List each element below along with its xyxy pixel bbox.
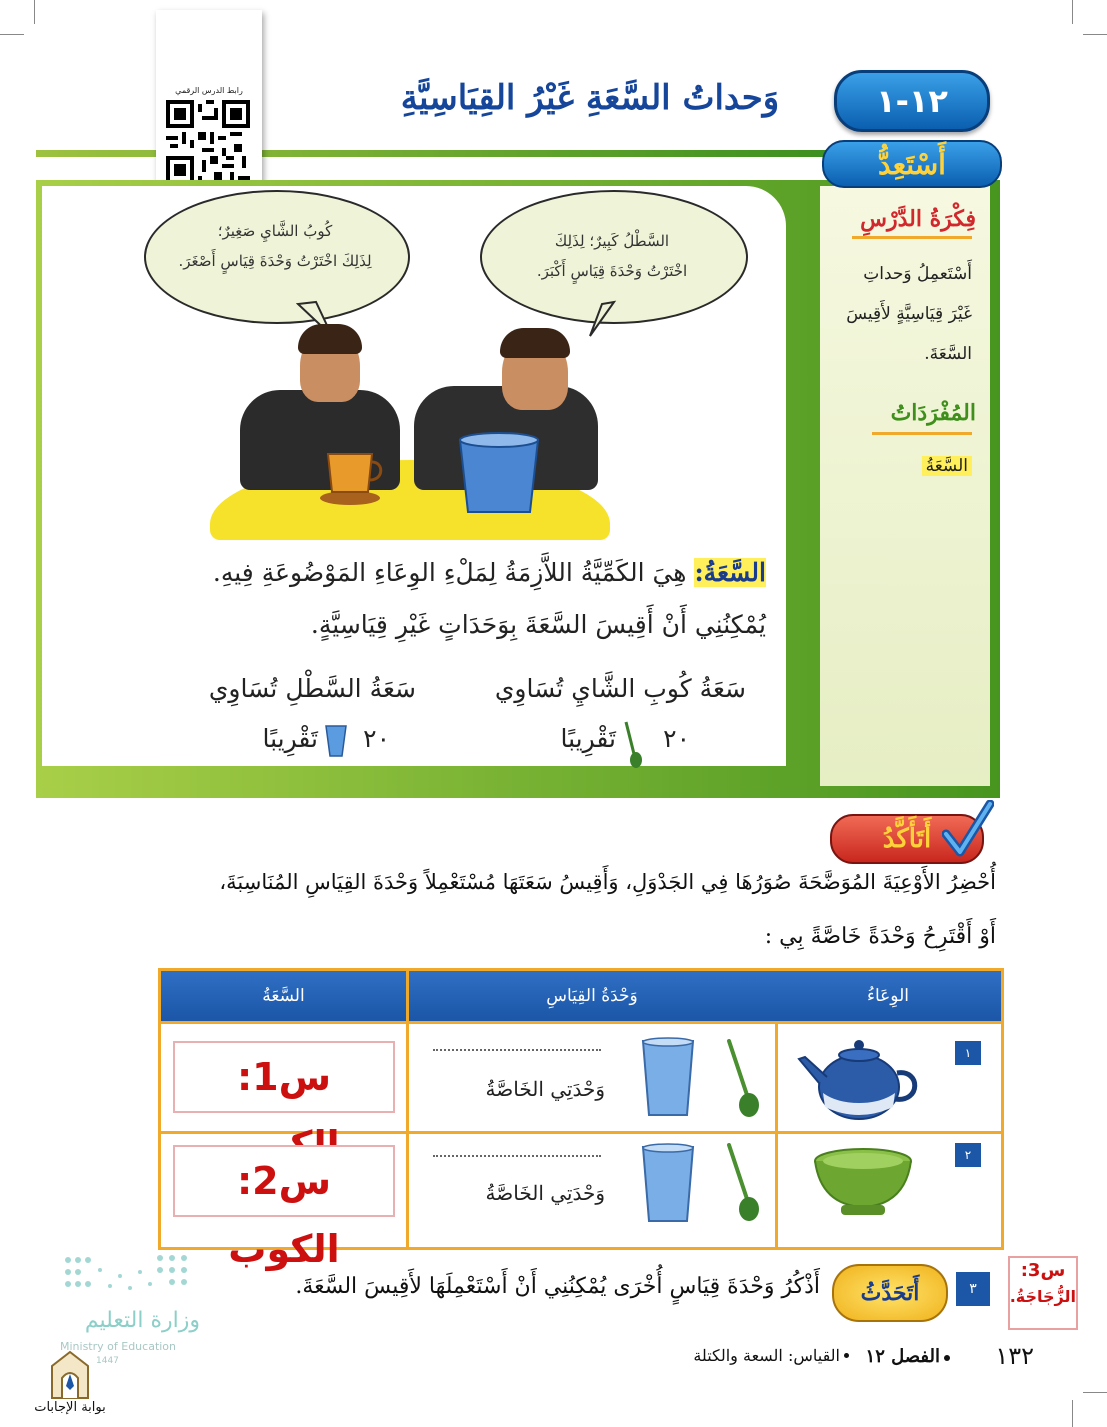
- definition-term: السَّعَةُ:: [694, 558, 766, 587]
- paper-cup-icon: [641, 1143, 695, 1223]
- lesson-title: وَحداتُ السَّعَةِ غَيْرُ القِيَاسِيَّةِ: [400, 78, 780, 118]
- talk-question: أَذْكُرُ وَحْدَةَ قِيَاسٍ أُخْرَى يُمْكِنُنِي أَنْ أَسْتَعْمِلَهَا لأَقِيسَ السَّعَةَ.: [295, 1274, 820, 1299]
- lesson-idea-line-3: السَّعَةَ.: [924, 344, 972, 364]
- bucket-amount: ٢٠: [363, 724, 390, 753]
- boy-left-hair: [298, 324, 362, 354]
- unit-answer-line: [433, 1049, 601, 1051]
- crop-mark: [1083, 34, 1107, 35]
- answers-portal-logo-icon: [48, 1350, 92, 1400]
- bubble-right-line-1: السَّطْلُ كَبِيرٌ؛ لِذَلِكَ: [554, 232, 670, 250]
- paper-cup-icon: [641, 1037, 695, 1117]
- capacity-answer-1[interactable]: س1:: [173, 1041, 395, 1113]
- paper-cup-icon: [324, 724, 348, 758]
- bucket-approx: تَقْرِيبًا: [262, 724, 318, 753]
- header-unit: وَحْدَةُ القِيَاسِ: [406, 971, 775, 1021]
- definition-text: هِيَ الكَمِّيَّةُ اللاَّزِمَةُ لِمَلْءِ الوِعَاءِ المَوْضُوعَةِ فِيهِ.: [212, 558, 695, 587]
- spoon-icon: [721, 1039, 761, 1119]
- row-number: ١: [955, 1041, 981, 1065]
- bubble-right-line-2: اخْتَرْتُ وَحْدَةَ قِيَاسٍ أَكْبَرَ.: [536, 262, 688, 280]
- prepare-badge: أَسْتَعِدُّ: [822, 140, 1002, 188]
- cup-amount: ٢٠: [663, 724, 690, 753]
- own-unit-label: وَحْدَتِي الخَاصَّةُ: [485, 1077, 605, 1101]
- unit-answer-line: [433, 1155, 601, 1157]
- talk-badge: أَتَحَدَّثُ: [832, 1264, 948, 1322]
- capacity-answer-2[interactable]: س2: الكوب: [173, 1145, 395, 1217]
- cup-approx: تَقْرِيبًا: [560, 724, 616, 753]
- row-divider: [161, 1021, 1001, 1024]
- crop-mark: [1072, 1400, 1073, 1427]
- blue-bucket-icon: [456, 430, 542, 516]
- lesson-idea-title: فِكْرَةُ الدَّرْسِ: [860, 206, 976, 232]
- checkmark-icon: [942, 800, 994, 860]
- spoon-icon: [721, 1143, 761, 1223]
- vocabulary-list: [822, 446, 972, 486]
- own-unit-label: وَحْدَتِي الخَاصَّةُ: [485, 1181, 605, 1205]
- ministry-name-en: Ministry of Education: [60, 1340, 177, 1353]
- column-divider: [406, 1021, 409, 1247]
- check-section-badge: أَتَأَكَّدُ: [830, 814, 984, 864]
- spoon-icon: [620, 720, 644, 768]
- boy-right-hair: [500, 328, 570, 358]
- bubble-left-line-1: كُوبُ الشَّايِ صَغِيرٌ؛: [217, 222, 333, 240]
- talk-question-number: ٣: [956, 1272, 990, 1306]
- bucket-capacity-label: سَعَةُ السَّطْلِ تُسَاوِي: [208, 674, 416, 703]
- lesson-number-badge: ١٢-١: [834, 70, 990, 132]
- qr-code-icon[interactable]: [166, 100, 250, 184]
- capacity-definition: [200, 558, 766, 587]
- qr-caption: رابط الدرس الرقمي: [175, 86, 243, 95]
- idea-title-underline: [852, 236, 972, 239]
- vocabulary-title: المُفْرَدَاتُ: [890, 400, 976, 426]
- vocab-title-underline: [872, 432, 972, 435]
- check-instruction-line-1: أُحْضِرُ الأَوْعِيَةَ المُوَضَّحَةَ صُوَرُهَا فِي الجَدْوَلِ، وَأَقِيسُ سَعَتَهَا مُسْتَعْمِلاً وَحْدَةَ القِيَاسِ المُنَاسِبَةَ،: [219, 870, 996, 894]
- vocabulary-word: السَّعَةُ: [922, 456, 972, 476]
- header-container: الوِعَاءُ: [775, 971, 1001, 1021]
- header-capacity: السَّعَةُ: [161, 971, 406, 1021]
- tea-cup-icon: [318, 448, 388, 506]
- cup-capacity-label: سَعَةُ كُوبِ الشَّايِ تُسَاوِي: [494, 674, 746, 703]
- lesson-idea-line-2: غَيْرَ قِيَاسِيَّةٍ لأَقِيسَ: [846, 304, 972, 324]
- crop-mark: [1083, 1392, 1107, 1393]
- bubble-left-line-2: لِذَلِكَ اخْتَرْتُ وَحْدَةَ قِيَاسٍ أَصْغَرَ.: [178, 252, 372, 270]
- bubble-right-tail: [584, 300, 624, 340]
- page-number: ١٣٢: [995, 1342, 1034, 1370]
- crop-mark: [0, 34, 24, 35]
- chapter-title: القياس: السعة والكتلة: [693, 1346, 840, 1365]
- check-instruction-line-2: أَوْ أَقْتَرِحُ وَحْدَةً خَاصَّةً بِي :: [764, 924, 996, 949]
- crop-mark: [1072, 0, 1073, 24]
- teapot-icon: [797, 1033, 923, 1125]
- footer-separator-dot: [944, 1355, 950, 1361]
- chapter-label: الفصل ١٢: [865, 1346, 940, 1367]
- ministry-name-ar: وزارة التعليم: [84, 1308, 200, 1333]
- footer-separator-dot: [844, 1353, 849, 1358]
- talk-answer-box[interactable]: [1008, 1256, 1078, 1330]
- ministry-dots-logo: [60, 1250, 200, 1300]
- lesson-idea-line-1: أَسْتَعمِلُ وَحداتِ: [863, 264, 972, 284]
- column-divider: [775, 1021, 778, 1247]
- answers-portal-label: بوابة الإجابات: [34, 1400, 106, 1415]
- ministry-year: 1447: [96, 1356, 119, 1366]
- talk-answer-text: الزُّجَاجَةُ.: [1009, 1287, 1076, 1306]
- green-bowl-icon: [811, 1147, 915, 1221]
- crop-mark: [34, 0, 35, 24]
- talk-answer-label: س3:: [1020, 1260, 1066, 1281]
- capacity-table: [158, 968, 1004, 1271]
- definition-line-2: يُمْكِنُنِي أَنْ أَقِيسَ السَّعَةَ بِوَحَدَاتٍ غَيْرِ قِيَاسِيَّةٍ.: [310, 610, 766, 639]
- row-number: ٢: [955, 1143, 981, 1167]
